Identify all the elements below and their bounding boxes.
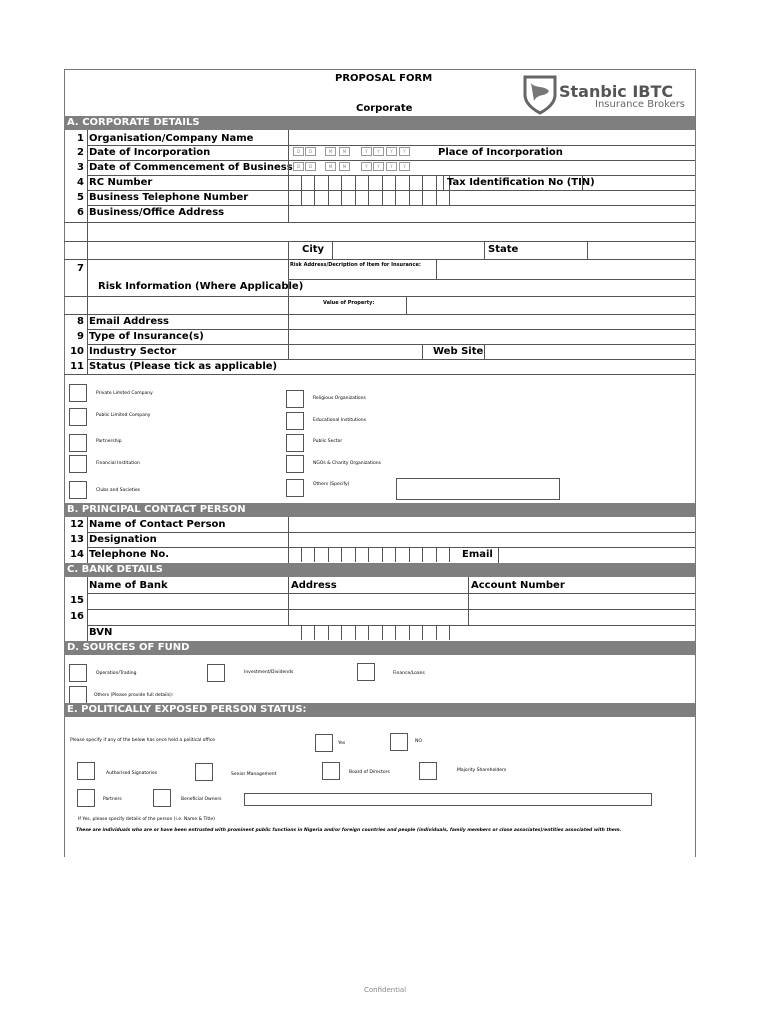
grid-line — [443, 175, 444, 190]
others-specify-input[interactable] — [396, 478, 560, 500]
label-yes: Yes — [338, 741, 346, 746]
label-bvn: BVN — [89, 627, 113, 638]
row-num-4: 4 — [77, 177, 84, 188]
label-no: NO — [415, 739, 422, 744]
section-c-header: C. BANK DETAILS — [64, 563, 695, 577]
grid-line — [87, 609, 695, 610]
section-e-header: E. POLITICALLY EXPOSED PERSON STATUS: — [64, 703, 695, 717]
grid-line — [64, 241, 695, 242]
grid-line — [64, 296, 695, 297]
grid-line — [87, 593, 695, 594]
brand-name: Stanbic IBTC — [559, 82, 674, 101]
label-date-incorporation: Date of Incorporation — [89, 147, 211, 158]
checkbox-private-limited[interactable] — [69, 384, 87, 402]
label-designation: Designation — [89, 534, 157, 545]
date-digit-m[interactable]: M — [339, 147, 350, 156]
checkbox-partnership[interactable] — [69, 434, 87, 452]
grid-line — [87, 145, 695, 146]
grid-line — [436, 259, 437, 279]
col-address: Address — [291, 580, 337, 591]
pep-details-input[interactable] — [244, 793, 652, 806]
confidential-footer: Confidential — [364, 986, 407, 994]
pep-question: Please specify if any of the below has once held a political office — [70, 738, 216, 743]
grid-line — [582, 175, 583, 190]
option-label: Religious Organizations — [313, 396, 366, 401]
row-num-10: 10 — [70, 346, 84, 357]
contact-telephone-cells[interactable] — [288, 547, 450, 562]
grid-line — [484, 344, 485, 359]
option-label: Finance/Loans — [393, 671, 425, 676]
label-telephone: Telephone No. — [89, 549, 170, 560]
label-type-insurance: Type of Insurance(s) — [89, 331, 204, 342]
option-label: Investment/Dividends — [244, 670, 294, 675]
label-contact-name: Name of Contact Person — [89, 519, 226, 530]
date-digit-m[interactable]: M — [325, 162, 336, 171]
col-account-number: Account Number — [471, 580, 565, 591]
date-digit-y[interactable]: Y — [373, 162, 384, 171]
option-label: NGOs & Charity Organizations — [313, 461, 381, 466]
grid-line — [64, 374, 695, 375]
date-digit-d[interactable]: D — [293, 147, 304, 156]
option-label: Board of Directors — [349, 770, 390, 775]
section-d-header: D. SOURCES OF FUND — [64, 641, 695, 655]
label-web-site: Web Site — [433, 346, 484, 357]
label-place-incorporation: Place of Incorporation — [438, 147, 563, 158]
checkbox-ngos[interactable] — [286, 455, 304, 473]
row-num-3: 3 — [77, 162, 84, 173]
option-label: Beneficial Owners — [181, 797, 222, 802]
grid-line — [288, 241, 289, 259]
checkbox-clubs-societies[interactable] — [69, 481, 87, 499]
row-num-7: 7 — [77, 263, 84, 274]
grid-line — [288, 577, 289, 625]
checkbox-finance-loans[interactable] — [357, 663, 375, 681]
form-subtitle: Corporate — [356, 103, 413, 114]
date-digit-y[interactable]: Y — [399, 147, 410, 156]
option-label: Educational Institutions — [313, 418, 366, 423]
date-digit-d[interactable]: D — [305, 147, 316, 156]
grid-line — [87, 160, 695, 161]
label-risk-information: Risk Information (Where Applicable) — [98, 281, 304, 292]
section-b-header: B. PRINCIPAL CONTACT PERSON — [64, 503, 695, 517]
date-digit-y[interactable]: Y — [386, 147, 397, 156]
date-digit-m[interactable]: M — [325, 147, 336, 156]
row-num-15: 15 — [70, 595, 84, 606]
checkbox-public-limited[interactable] — [69, 408, 87, 426]
grid-line — [87, 517, 88, 563]
label-company-name: Organisation/Company Name — [89, 133, 254, 144]
checkbox-others[interactable] — [286, 479, 304, 497]
date-digit-y[interactable]: Y — [386, 162, 397, 171]
date-digit-y[interactable]: Y — [361, 162, 372, 171]
grid-line — [87, 205, 695, 206]
option-label: Authorised Signatories — [106, 771, 158, 776]
row-num-9: 9 — [77, 331, 84, 342]
checkbox-yes[interactable] — [315, 734, 333, 752]
option-label: Majority Shareholders — [457, 768, 507, 773]
row-num-16: 16 — [70, 611, 84, 622]
business-telephone-cells[interactable] — [288, 190, 450, 205]
pep-definition: These are individuals who are or have been entrusted with prominent public functions in Nigeria and/or foreign countries and people (individuals, family members or close associates)/entities associated with them. — [76, 828, 622, 833]
option-label: Private Limited Company — [96, 391, 153, 396]
label-tin: Tax Identification No (TIN) — [447, 177, 595, 188]
row-num-14: 14 — [70, 549, 84, 560]
pep-if-yes: If Yes, please specify details of the person (i.e. Name & Title) — [78, 817, 215, 822]
stanbic-shield-logo-icon — [522, 75, 558, 115]
label-business-address: Business/Office Address — [89, 207, 225, 218]
checkbox-board-directors[interactable] — [322, 762, 340, 780]
section-a-header: A. CORPORATE DETAILS — [64, 116, 695, 130]
date-digit-d[interactable]: D — [305, 162, 316, 171]
date-digit-y[interactable]: Y — [361, 147, 372, 156]
option-label: Partnership — [96, 439, 122, 444]
checkbox-authorised-signatories[interactable] — [77, 762, 95, 780]
col-name-of-bank: Name of Bank — [89, 580, 168, 591]
grid-line — [64, 222, 695, 223]
checkbox-financial-institution[interactable] — [69, 455, 87, 473]
option-label: Clubs and Societies — [96, 488, 141, 493]
checkbox-majority-shareholders[interactable] — [419, 762, 437, 780]
date-digit-y[interactable]: Y — [399, 162, 410, 171]
checkbox-public-sector[interactable] — [286, 434, 304, 452]
checkbox-operation-trading[interactable] — [69, 664, 87, 682]
label-city: City — [302, 244, 325, 255]
date-digit-m[interactable]: M — [339, 162, 350, 171]
grid-line — [87, 329, 695, 330]
label-date-commencement: Date of Commencement of Business — [89, 162, 293, 173]
grid-line — [587, 241, 588, 259]
label-risk-address: Risk Address/Decription of Item for Insurance: — [290, 262, 421, 268]
form-title: PROPOSAL FORM — [335, 73, 433, 84]
grid-line — [288, 279, 695, 280]
grid-line — [422, 344, 423, 359]
grid-line — [288, 259, 289, 314]
row-num-5: 5 — [77, 192, 84, 203]
grid-line — [468, 577, 469, 625]
grid-line — [87, 359, 695, 360]
label-value-property: Value of Property: — [323, 300, 375, 306]
row-num-1: 1 — [77, 133, 84, 144]
grid-line — [406, 296, 407, 314]
option-label: Operation/Trading — [96, 671, 137, 676]
date-digit-y[interactable]: Y — [373, 147, 384, 156]
grid-line — [64, 314, 695, 315]
label-rc-number: RC Number — [89, 177, 153, 188]
label-state: State — [488, 244, 519, 255]
grid-line — [332, 241, 333, 259]
date-digit-d[interactable]: D — [293, 162, 304, 171]
grid-line — [64, 259, 695, 260]
grid-line — [87, 344, 695, 345]
bvn-cells[interactable] — [288, 625, 450, 640]
rc-number-cells[interactable] — [288, 175, 450, 190]
checkbox-others-fund[interactable] — [69, 686, 87, 704]
checkbox-senior-management[interactable] — [195, 763, 213, 781]
row-num-2: 2 — [77, 147, 84, 158]
label-email-address: Email Address — [89, 316, 170, 327]
option-label: Others (Specify) — [313, 482, 350, 487]
option-label: Financial Institution — [96, 461, 140, 466]
grid-line — [498, 547, 499, 563]
option-label: Partners — [103, 797, 122, 802]
checkbox-beneficial-owners[interactable] — [153, 789, 171, 807]
row-num-12: 12 — [70, 519, 84, 530]
label-status: Status (Please tick as applicable) — [89, 361, 278, 372]
checkbox-no[interactable] — [390, 733, 408, 751]
option-label: Senior Management — [231, 772, 277, 777]
option-label: Public Limited Company — [96, 413, 151, 418]
grid-line — [484, 241, 485, 259]
label-email: Email — [462, 549, 493, 560]
option-label: Others (Please provide full details): — [94, 693, 174, 698]
label-business-telephone: Business Telephone Number — [89, 192, 249, 203]
checkbox-investment-dividends[interactable] — [207, 664, 225, 682]
checkbox-partners[interactable] — [77, 789, 95, 807]
row-num-13: 13 — [70, 534, 84, 545]
brand-subtitle: Insurance Brokers — [595, 99, 686, 110]
row-num-6: 6 — [77, 207, 84, 218]
grid-line — [87, 130, 88, 374]
checkbox-educational[interactable] — [286, 412, 304, 430]
checkbox-religious[interactable] — [286, 390, 304, 408]
row-num-8: 8 — [77, 316, 84, 327]
option-label: Public Sector — [313, 439, 343, 444]
row-num-11: 11 — [70, 361, 84, 372]
grid-line — [288, 314, 289, 359]
label-industry-sector: Industry Sector — [89, 346, 177, 357]
grid-line — [87, 532, 695, 533]
